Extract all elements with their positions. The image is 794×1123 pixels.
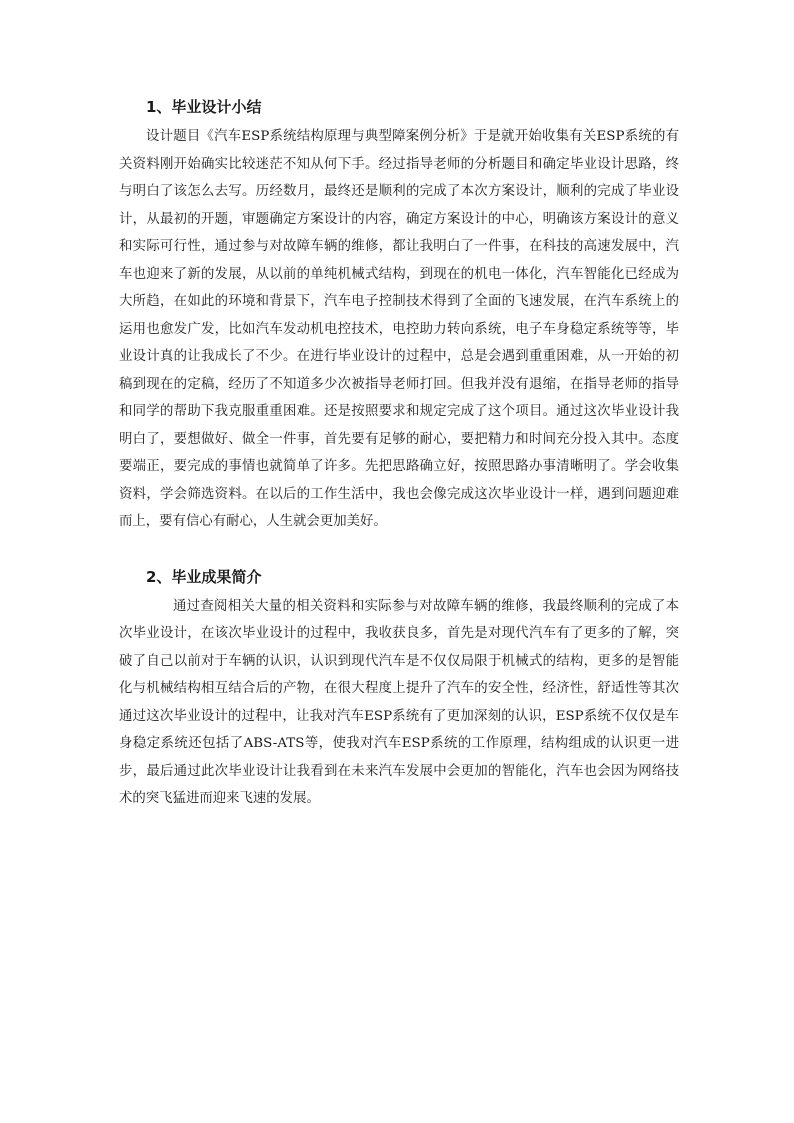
section-paragraph: 通过查阅相关大量的相关资料和实际参与对故障车辆的维修，我最终顺利的完成了本次毕业设计，在该次毕业设计的过程中，我收获良多，首先是对现代汽车有了更多的了解，突破了自己以前对于车辆的认识，认识到现代汽车是不仅仅局限于机械式的结构，更多的是智能化与机械结构相互结合后的产物，在很大程度上提升了汽车的安全性，经济性，舒适性等其次通过这次毕业设计的过程中，让我对汽车ESP系统有了更加深刻的认识，ESP系统不仅仅是车身稳定系统还包括了ABS-ATS等，使我对汽车ESP系统的工作原理，结构组成的认识更一进步，最后通过此次毕业设计让我看到在未来汽车发展中会更加的智能化，汽车也会因为网络技术的突飞猛进而迎来飞速的发展。 [119,598,679,806]
section-paragraph: 设计题目《汽车ESP系统结构原理与典型障案例分析》于是就开始收集有关ESP系统的有关资料刚开始确实比较迷茫不知从何下手。经过指导老师的分析题目和确定毕业设计思路，终与明白了该怎么去写。历经数月，最终还是顺利的完成了本次方案设计，顺利的完成了毕业设计，从最初的开题，审题确定方案设计的内容，确定方案设计的中心，明确该方案设计的意义和实际可行性，通过参与对故障车辆的维修，都让我明白了一件事，在科技的高速发展中，汽车也迎来了新的发展，从以前的单纯机械式结构，到现在的机电一体化，汽车智能化已经成为大所趋，在如此的环境和背景下，汽车电子控制技术得到了全面的飞速发展，在汽车系统上的运用也愈发广发，比如汽车发动机电控技术，电控助力转向系统，电子车身稳定系统等等，毕业设计真的让我成长了不少。在进行毕业设计的过程中，总是会遇到重重困难，从一开始的初稿到现在的定稿，经历了不知道多少次被指导老师打回。但我并没有退缩，在指导老师的指导和同学的帮助下我克服重重困难。还是按照要求和规定完成了这个项目。通过这次毕业设计我明白了，要想做好、做全一件事，首先要有足够的耐心，要把精力和时间充分投入其中。态度要端正，要完成的事情也就简单了许多。先把思路确立好，按照思路办事清晰明了。学会收集资料，学会筛选资料。在以后的工作生活中，我也会像完成这次毕业设计一样，遇到问题迎难而上，要有信心有耐心，人生就会更加美好。 [119,129,679,529]
document-page [119,96,679,813]
section-results [119,566,679,813]
section-heading: 1、毕业设计小结 [146,98,262,116]
section-summary [119,96,679,536]
section-heading: 2、毕业成果简介 [146,567,262,586]
